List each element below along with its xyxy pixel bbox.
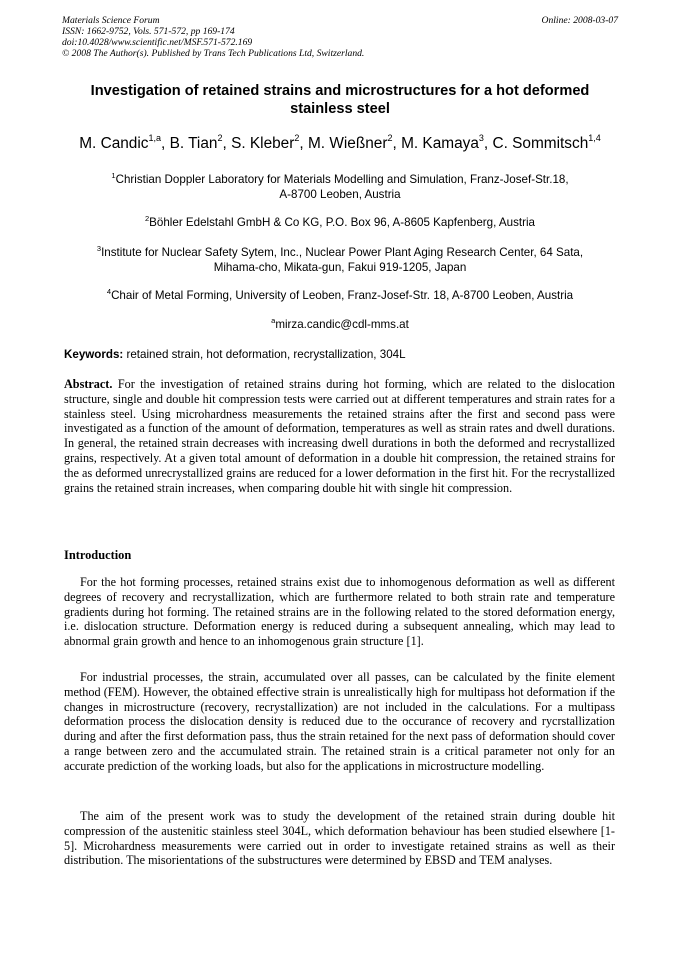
author-affiliation-mark: 2 (387, 133, 393, 143)
corresponding-email (62, 317, 618, 332)
author-affiliation-mark: 2 (217, 133, 223, 143)
introduction-heading: Introduction (64, 548, 132, 562)
intro-paragraph-1: For the hot forming processes, retained strains exist due to inhomogenous deformation as well as different degrees of recovery and recrystallization, which are furthermore related to both strain rate and temperature gradients during hot forming. The retained strains are in the following related to the stored deformation energy, i.e. dislocation structure. Deformation energy is reduced during a subsequent annealing, which may lead to abnormal grain growth and hence to an inhomogenous grain structure [1]. (64, 575, 615, 649)
abstract-label: Abstract. (64, 377, 113, 391)
author-affiliation-mark: 3 (478, 133, 484, 143)
intro-paragraph-3: The aim of the present work was to study the development of the retained strain during double hit compression of the austenitic stainless steel 304L, which deformation behaviour has been studied elsewhere [1-5]. Microhardness measurements were carried out in order to investigate retained strains as well as their distribution. The misorientations of the substructures were determined by EBSD and TEM analyses. (64, 809, 615, 868)
email-mark: a (271, 316, 276, 325)
author: M. Kamaya (401, 135, 479, 152)
author-list: M. Candic$^{1,a}$, B. Tian$^2$, S. Kleber$^2$, M. Wießner$^2$, M. Kamaya$^3$, C. Sommitsch$^{1,4}$ (79, 133, 601, 152)
keywords-label: Keywords: (64, 348, 124, 361)
affiliation-mark: 4 (106, 287, 112, 296)
intro-paragraph-2: For industrial processes, the strain, accumulated over all passes, can be calculated by the finite element method (FEM). However, the obtained effective strain is unrealistically high for multipass hot deformation if the changes in microstructure (recovery, recrystallization) are not included in the calculations. For a multipass deformation process the dislocation density is reduced due to the occurance of recovery and rycrstallization during and after the first deformation pass, thus the strain retained for the next pass of deformation should cover a range between zero and the accumulated strain. The retained strain is a critical parameter not only for an accurate prediction of the working loads, but also for the applications in microstructure modelling. (64, 670, 615, 773)
online-date: Online: 2008-03-07 (541, 15, 618, 26)
author-affiliation-mark: 1,a (148, 133, 161, 143)
affiliation-line: A-8700 Leoben, Austria (279, 188, 401, 201)
abstract (64, 377, 615, 495)
abstract-text: For the investigation of retained strains during hot forming, which are related to the dislocation structure, single and double hit compression tests were carried out at different temperatures and strain rates for a stainless steel. Using microhardness measurements the retained strains after the first and second pass were investigated as a function of the amount of deformation, temperatures as well as strain rates and dwell durations. In general, the retained strain decreases with increasing dwell durations in both the deformed and recrystallized grains, respectively. At a given total amount of deformation in a double hit compression, the retained strains for the as deformed unrecrystallized grains are reduced for a lower deformation in the first hit. For the recrystallized grains the retained strain increases, when comparing double hit with single hit compression. (64, 377, 615, 495)
affiliation-3 (62, 245, 618, 275)
author-affiliation-mark: 1,4 (588, 133, 601, 143)
copyright-line: © 2008 The Author(s). Published by Trans Tech Publications Ltd, Switzerland. (62, 48, 365, 59)
affiliation-line: Mihama-cho, Mikata-gun, Fakui 919-1205, Japan (213, 261, 467, 274)
author: S. Kleber (231, 135, 295, 152)
journal-name: Materials Science Forum (62, 15, 160, 26)
affiliation-mark: 2 (145, 214, 150, 223)
affiliation-2 (62, 215, 618, 230)
keywords-text: retained strain, hot deformation, recrystallization, 304L (123, 348, 406, 361)
keywords (64, 347, 616, 362)
affiliation-mark: 3 (96, 244, 102, 253)
affiliation-line: Chair of Metal Forming, University of Leoben, Franz-Josef-Str. 18, A-8700 Leoben, Austria (111, 289, 574, 302)
affiliation-line: Institute for Nuclear Safety Sytem, Inc., Nuclear Power Plant Aging Research Center, 64 Sata, (101, 246, 584, 259)
journal-header (62, 15, 618, 59)
author: B. Tian (169, 135, 218, 152)
affiliation-1 (62, 172, 618, 202)
doi-line[interactable]: doi:10.4028/www.scientific.net/MSF.571-572.169 (62, 37, 253, 48)
issn-line: ISSN: 1662-9752, Vols. 571-572, pp 169-174 (62, 26, 235, 37)
affiliation-line: Böhler Edelstahl GmbH & Co KG, P.O. Box 96, A-8605 Kapfenberg, Austria (149, 216, 535, 229)
affiliation-line: Christian Doppler Laboratory for Materials Modelling and Simulation, Franz-Josef-Str.18, (115, 173, 569, 186)
author-affiliation-mark: 2 (294, 133, 300, 143)
affiliation-mark: 1 (111, 171, 116, 180)
author: M. Candic (79, 135, 149, 152)
author: C. Sommitsch (492, 135, 589, 152)
email-address[interactable]: mirza.candic@cdl-mms.at (275, 318, 409, 331)
author: M. Wießner (307, 135, 388, 152)
affiliation-4 (62, 288, 618, 303)
paper-title: Investigation of retained strains and microstructures for a hot deformed stainless steel (90, 83, 590, 117)
